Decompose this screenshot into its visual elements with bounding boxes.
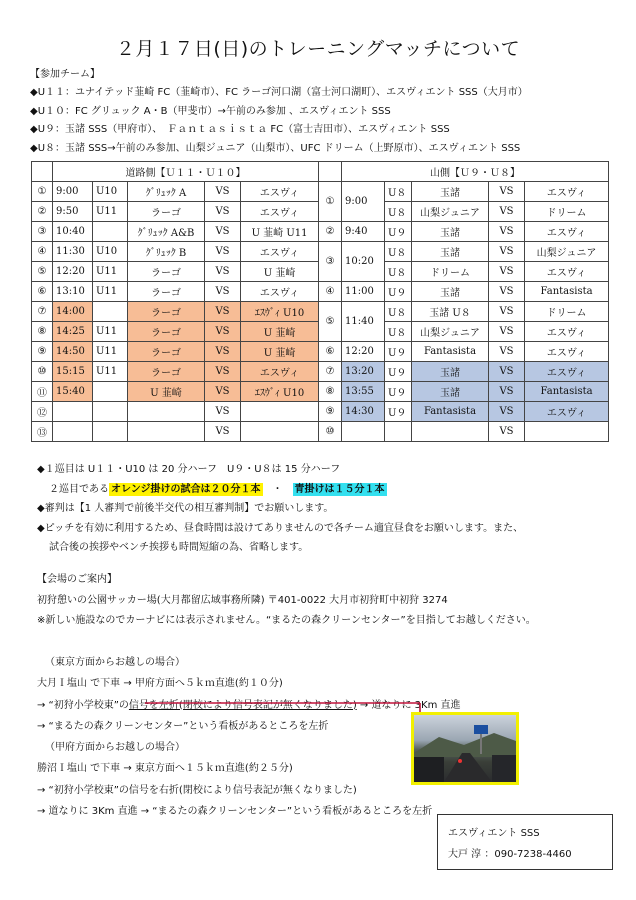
age-category: U９	[385, 222, 412, 242]
kofu-step-1: 勝沼Ｉ塩山 で下車 → 東京方面へ１５ｋｍ直進(約２５分)	[37, 763, 293, 775]
age-category: U９	[385, 362, 412, 382]
home-team: ラーゴ	[128, 262, 205, 282]
age-category	[93, 222, 128, 242]
match-time	[53, 422, 93, 442]
match-number: ②	[32, 202, 53, 222]
away-team: U 韮崎	[241, 322, 319, 342]
versus-label: VS	[205, 282, 241, 302]
away-team: ドリーム	[525, 202, 609, 222]
age-category: U９	[385, 282, 412, 302]
age-category: U８	[385, 302, 412, 322]
contact-team: エスヴィエント SSS	[448, 828, 540, 839]
match-time: 9:00	[342, 182, 385, 222]
match-number: ⑧	[32, 322, 53, 342]
away-team: エスヴィ	[525, 402, 609, 422]
team-line-u10: ◆U１０：FC グリュック A・B（甲斐市）→午前のみ参加 、エスヴィエント SSS	[30, 105, 391, 117]
versus-label: VS	[489, 282, 525, 302]
table-row	[319, 222, 609, 242]
match-number: ⑫	[32, 402, 53, 422]
home-team: 玉諸	[412, 182, 489, 202]
table-row	[32, 182, 319, 202]
table-row	[319, 382, 609, 402]
match-time: 15:15	[53, 362, 93, 382]
match-number: ①	[32, 182, 53, 202]
team-line-u8: ◆U８：玉諸 SSS→午前のみ参加、山梨ジュニア（山梨市）、UFC ドリーム（上野原市）、エスヴィエント SSS	[30, 142, 521, 154]
versus-label: VS	[489, 422, 525, 442]
table-row	[32, 202, 319, 222]
away-team	[241, 422, 319, 442]
table-row	[32, 342, 319, 362]
versus-label: VS	[205, 362, 241, 382]
tokyo-direction-heading: （東京方面からお越しの場合）	[45, 657, 185, 668]
match-number: ①	[319, 182, 342, 222]
home-team: ラーゴ	[128, 202, 205, 222]
venue-heading: 【会場のご案内】	[37, 574, 117, 585]
versus-label: VS	[489, 402, 525, 422]
home-team: ラーゴ	[128, 322, 205, 342]
match-time: 13:55	[342, 382, 385, 402]
match-time: 12:20	[53, 262, 93, 282]
age-category: U11	[93, 282, 128, 302]
table-row	[319, 282, 609, 302]
match-time: 10:40	[53, 222, 93, 242]
age-category: U10	[93, 242, 128, 262]
match-time: 13:20	[342, 362, 385, 382]
home-team: ｸﾞﾘｭｯｸ A	[128, 182, 205, 202]
away-team: エスヴィ	[525, 182, 609, 202]
home-team	[412, 422, 489, 442]
away-team: エスヴィ	[241, 282, 319, 302]
away-team: エスヴィ	[525, 322, 609, 342]
home-team: ドリーム	[412, 262, 489, 282]
versus-label: VS	[205, 402, 241, 422]
home-team: ラーゴ	[128, 302, 205, 322]
table-row	[319, 422, 609, 442]
match-number: ⑨	[319, 402, 342, 422]
match-time: 14:30	[342, 402, 385, 422]
match-number: ⑥	[32, 282, 53, 302]
age-category: U11	[93, 362, 128, 382]
match-time: 9:00	[53, 182, 93, 202]
tokyo-step-1: 大月Ｉ塩山 で下車 → 甲府方面へ５ｋｍ直進(約１０分)	[37, 678, 283, 690]
table-row	[319, 402, 609, 422]
table-row	[319, 342, 609, 362]
match-time: 14:50	[53, 342, 93, 362]
away-team: エスヴィ	[241, 182, 319, 202]
versus-label: VS	[205, 302, 241, 322]
versus-label: VS	[205, 182, 241, 202]
contact-box	[437, 814, 613, 870]
match-number: ⑤	[32, 262, 53, 282]
venue-navigation-note: ※新しい施設なのでカーナビには表示されません。“まるたの森クリーンセンター”を目指してお越しください。	[37, 615, 536, 626]
away-team: Fantasista	[525, 382, 609, 402]
away-team: U 韮崎	[241, 262, 319, 282]
home-team: ラーゴ	[128, 282, 205, 302]
age-category	[385, 422, 412, 442]
table-row	[32, 422, 319, 442]
home-team: 玉諸	[412, 362, 489, 382]
age-category	[93, 402, 128, 422]
participating-teams	[30, 66, 528, 158]
match-number: ⑩	[319, 422, 342, 442]
versus-label: VS	[489, 342, 525, 362]
venue-address: 初狩憩いの公園サッカー場(大月都留広域事務所隣) 〒401-0022 大月市初狩町中初狩 3274	[37, 594, 448, 606]
match-number: ③	[319, 242, 342, 282]
venue-info	[37, 570, 536, 632]
age-category	[93, 302, 128, 322]
table-row	[319, 242, 609, 262]
home-team: U 韮崎	[128, 382, 205, 402]
table-row	[32, 302, 319, 322]
away-team: ドリーム	[525, 302, 609, 322]
match-time: 14:00	[53, 302, 93, 322]
note-second-round	[37, 480, 523, 500]
away-team: エスヴィ	[241, 202, 319, 222]
age-category: U８	[385, 322, 412, 342]
age-category: U11	[93, 262, 128, 282]
note-separator: ・	[272, 483, 283, 495]
versus-label: VS	[205, 422, 241, 442]
kofu-direction-heading: （甲府方面からお越しの場合）	[45, 742, 185, 754]
age-category: U11	[93, 202, 128, 222]
table-row	[32, 362, 319, 382]
note-lunch: ◆ピッチを有効に利用するため、昼食時間は設けてありませんので各チーム適宜昼食をお願いします。また、	[37, 522, 524, 534]
versus-label: VS	[489, 242, 525, 262]
age-category: U８	[385, 242, 412, 262]
age-category	[93, 422, 128, 442]
home-team: 玉諸	[412, 282, 489, 302]
home-team: 山梨ジュニア	[412, 202, 489, 222]
home-team: ｸﾞﾘｭｯｸ B	[128, 242, 205, 262]
away-team: エスヴィ	[241, 362, 319, 382]
home-team: Fantasista	[412, 402, 489, 422]
versus-label: VS	[205, 222, 241, 242]
versus-label: VS	[489, 362, 525, 382]
table-row	[32, 282, 319, 302]
note-referee: ◆審判は【1 人審判で前後半交代の相互審判制】でお願いします。	[37, 503, 334, 514]
blue-match-rule: 青掛けは１５分１本	[294, 483, 385, 495]
table-row	[32, 242, 319, 262]
match-number: ⑪	[32, 382, 53, 402]
versus-label: VS	[489, 322, 525, 342]
table-row	[319, 362, 609, 382]
away-team: エスヴィ	[241, 242, 319, 262]
match-number: ③	[32, 222, 53, 242]
match-time: 12:20	[342, 342, 385, 362]
mountain-side-schedule-table	[318, 161, 609, 442]
match-time	[53, 402, 93, 422]
age-category: U８	[385, 182, 412, 202]
away-team: エスヴィ	[525, 262, 609, 282]
table-row	[32, 262, 319, 282]
table-row	[32, 402, 319, 422]
kofu-step-2: → “初狩小学校東”の信号を右折(閉校により信号表記が無くなりました)	[37, 784, 357, 796]
intersection-photo	[411, 712, 519, 785]
directions	[37, 652, 461, 822]
versus-label: VS	[489, 302, 525, 322]
home-team: ラーゴ	[128, 342, 205, 362]
versus-label: VS	[205, 242, 241, 262]
age-category: U９	[385, 342, 412, 362]
match-time: 14:25	[53, 322, 93, 342]
away-team: ｴｽｳﾞｨ U10	[241, 382, 319, 402]
versus-label: VS	[489, 382, 525, 402]
tokyo-step-2-prefix: → “初狩小学校東”の	[37, 699, 129, 711]
match-time: 9:40	[342, 222, 385, 242]
table-row	[319, 182, 609, 202]
home-team	[128, 402, 205, 422]
home-team: 山梨ジュニア	[412, 322, 489, 342]
versus-label: VS	[205, 322, 241, 342]
table-row	[32, 222, 319, 242]
road-scene-icon	[414, 715, 516, 782]
tokyo-step-3: → “まるたの森クリーンセンター”という看板があるところを左折	[37, 720, 329, 732]
match-number: ⑩	[32, 362, 53, 382]
match-time: 11:30	[53, 242, 93, 262]
contact-person-phone: 大戸 淳 ：090-7238-4460	[448, 849, 572, 860]
team-line-u9: ◆U９：玉諸 SSS（甲府市）、 Ｆａｎｔａｓｉｓｔａ FC（富士吉田市）、エスヴィエント SSS	[30, 124, 450, 136]
age-category: U11	[93, 342, 128, 362]
match-time: 9:50	[53, 202, 93, 222]
age-category: U９	[385, 382, 412, 402]
home-team: 玉諸	[412, 242, 489, 262]
away-team: 山梨ジュニア	[525, 242, 609, 262]
age-category: U８	[385, 202, 412, 222]
tokyo-step-2-suffix: → 道なりに 3Km 直進	[356, 699, 461, 711]
home-team: 玉諸	[412, 222, 489, 242]
tokyo-turn-signal: 信号を左折(閉校により信号表記が無くなりました)	[128, 699, 357, 711]
match-number: ⑥	[319, 342, 342, 362]
age-category: U９	[385, 402, 412, 422]
versus-label: VS	[489, 202, 525, 222]
table-row	[32, 322, 319, 342]
away-team: Fantasista	[525, 282, 609, 302]
match-number: ⑦	[319, 362, 342, 382]
versus-label: VS	[205, 202, 241, 222]
age-category: U11	[93, 322, 128, 342]
away-team: エスヴィ	[525, 362, 609, 382]
versus-label: VS	[205, 342, 241, 362]
road-side-schedule-table	[31, 161, 319, 442]
home-team: 玉諸 U８	[412, 302, 489, 322]
table-row	[319, 302, 609, 322]
match-time: 15:40	[53, 382, 93, 402]
signal-arrow	[140, 695, 440, 735]
mountain-side-header: 山側【Ｕ９・Ｕ８】	[342, 162, 609, 182]
home-team: 玉諸	[412, 382, 489, 402]
match-number: ⑬	[32, 422, 53, 442]
orange-match-rule: オレンジ掛けの試合は２０分１本	[111, 483, 261, 495]
away-team: エスヴィ	[525, 222, 609, 242]
home-team: Fantasista	[412, 342, 489, 362]
versus-label: VS	[205, 262, 241, 282]
kofu-step-3: → 道なりに 3Km 直進 → “まるたの森クリーンセンター”という看板があるところを左折	[37, 806, 433, 818]
match-time: 11:40	[342, 302, 385, 342]
match-number: ⑤	[319, 302, 342, 342]
page-title: ２月１７日(日)のトレーニングマッチについて	[115, 38, 521, 60]
match-number: ⑨	[32, 342, 53, 362]
away-team: U 韮崎 U11	[241, 222, 319, 242]
match-number: ④	[319, 282, 342, 302]
note-greeting: 試合後の挨拶やベンチ挨拶も時間短縮の為、省略します。	[49, 542, 309, 553]
age-category	[93, 382, 128, 402]
teams-heading: 【参加チーム】	[30, 69, 100, 80]
versus-label: VS	[489, 262, 525, 282]
road-side-header: 道路側【Ｕ１１・Ｕ１０】	[53, 162, 319, 182]
age-category: U８	[385, 262, 412, 282]
match-time: 11:00	[342, 282, 385, 302]
home-team	[128, 422, 205, 442]
match-number: ⑧	[319, 382, 342, 402]
note-half-length: ◆１巡目は U１１・U10 は 20 分ハーフ U９・U８は 15 分ハーフ	[37, 464, 341, 475]
match-number: ②	[319, 222, 342, 242]
table-row	[32, 382, 319, 402]
age-category: U10	[93, 182, 128, 202]
note-second-round-prefix: ２巡目である	[49, 483, 109, 495]
match-number: ⑦	[32, 302, 53, 322]
versus-label: VS	[489, 222, 525, 242]
home-team: ｸﾞﾘｭｯｸ A&B	[128, 222, 205, 242]
match-number: ④	[32, 242, 53, 262]
match-time: 10:20	[342, 242, 385, 282]
away-team: ｴｽｳﾞｨ U10	[241, 302, 319, 322]
match-notes	[37, 460, 523, 558]
away-team	[525, 422, 609, 442]
match-time: 13:10	[53, 282, 93, 302]
away-team: エスヴィ	[525, 342, 609, 362]
team-line-u11: ◆U１１：ユナイテッド韮崎 FC（韮崎市）、FC ラーゴ河口湖（富士河口湖町）、エスヴィエント SSS（大月市）	[30, 87, 528, 99]
versus-label: VS	[489, 182, 525, 202]
versus-label: VS	[205, 382, 241, 402]
match-time	[342, 422, 385, 442]
away-team: U 韮崎	[241, 342, 319, 362]
away-team	[241, 402, 319, 422]
home-team: ラーゴ	[128, 362, 205, 382]
